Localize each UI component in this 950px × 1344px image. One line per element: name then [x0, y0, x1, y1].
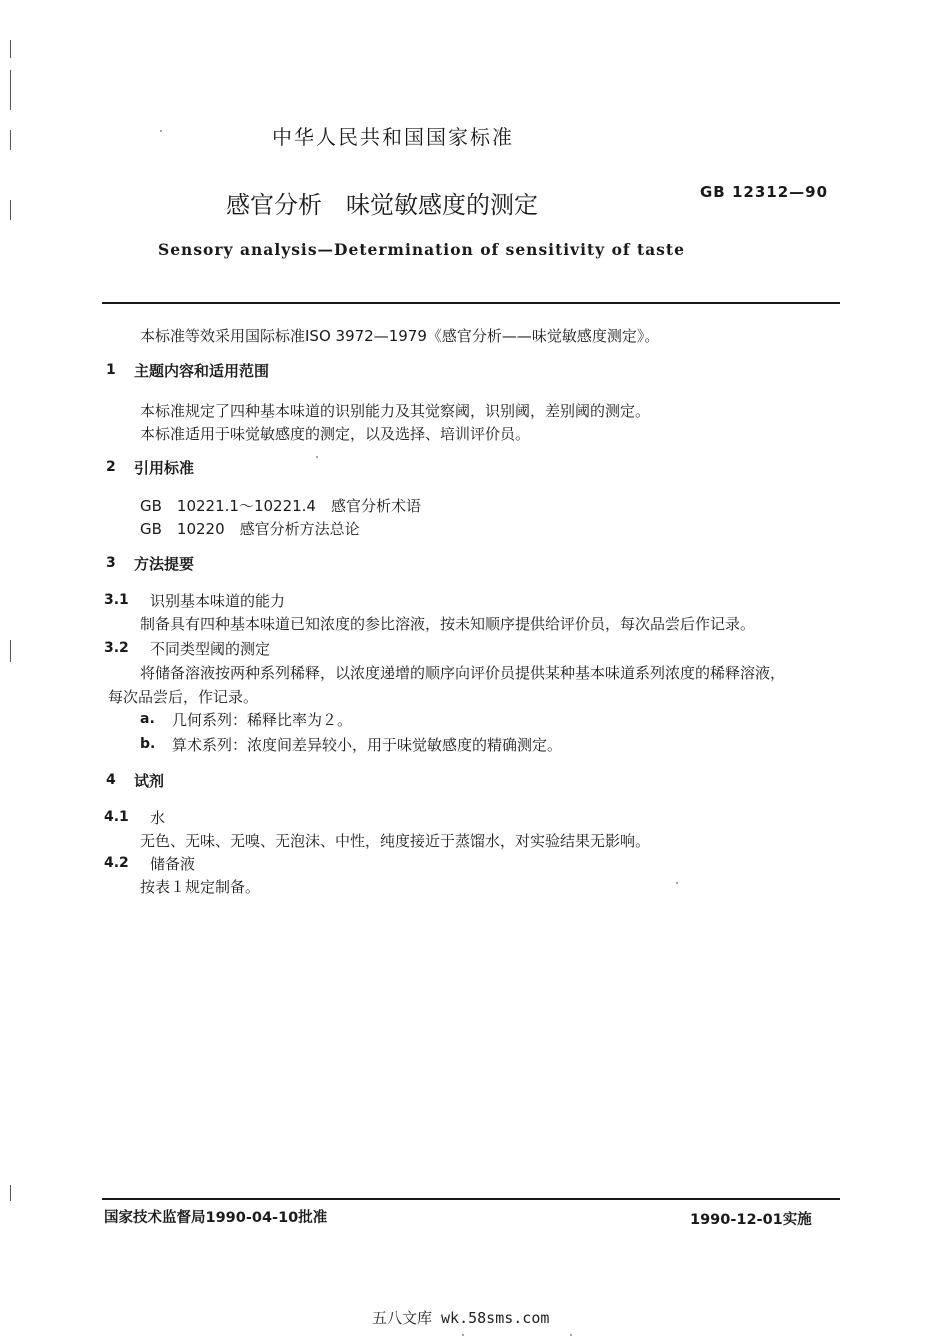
watermark: 五八文库 wk.58sms.com	[372, 1309, 550, 1327]
section-3-1-title: 识别基本味道的能力	[150, 592, 286, 610]
scan-dot	[160, 130, 162, 132]
item-a-label: a.	[140, 711, 155, 727]
footer-rule	[102, 1198, 840, 1200]
section-1-title: 主题内容和适用范围	[134, 362, 270, 380]
section-3-2-number: 3.2	[104, 640, 129, 656]
item-a-text: 几何系列：稀释比率为２。	[172, 711, 353, 729]
effective-date: 1990-12-01实施	[690, 1212, 812, 1228]
section-4-2-number: 4.2	[104, 855, 129, 871]
section-1-paragraph-1: 本标准规定了四种基本味道的识别能力及其觉察阈，识别阈，差别阈的测定。	[140, 402, 651, 420]
section-2-title: 引用标准	[134, 459, 195, 477]
scan-dot	[676, 882, 678, 884]
scan-mark	[10, 1185, 11, 1201]
scan-mark	[10, 640, 11, 662]
scan-dot	[462, 1334, 464, 1336]
section-4-1-text: 无色、无味、无嗅、无泡沫、中性，纯度接近于蒸馏水，对实验结果无影响。	[140, 832, 651, 850]
section-4-1-number: 4.1	[104, 809, 129, 825]
scan-mark	[10, 70, 11, 110]
approval-date: 国家技术监督局1990-04-10批准	[104, 1210, 328, 1226]
section-3-title: 方法提要	[134, 555, 195, 573]
scan-mark	[10, 200, 11, 220]
section-3-2-text-line-2: 每次品尝后，作记录。	[108, 688, 259, 706]
section-4-2-title: 储备液	[150, 855, 196, 873]
reference-2: GB 10220 感官分析方法总论	[140, 520, 360, 538]
section-3-2-title: 不同类型阈的测定	[150, 640, 271, 658]
item-b-label: b.	[140, 736, 156, 752]
item-b-text: 算术系列：浓度间差异较小，用于味觉敏感度的精确测定。	[172, 736, 563, 754]
english-title: Sensory analysis—Determination of sensitivity of taste	[158, 240, 685, 259]
issuing-authority: 中华人民共和国国家标准	[272, 125, 514, 149]
reference-1: GB 10221.1～10221.4 感官分析术语	[140, 497, 421, 515]
intro-paragraph: 本标准等效采用国际标准ISO 3972—1979《感官分析——味觉敏感度测定》。	[140, 327, 660, 345]
scan-mark	[10, 40, 11, 58]
section-1-number: 1	[106, 362, 116, 378]
section-3-1-text: 制备具有四种基本味道已知浓度的参比溶液，按未知顺序提供给评价员，每次品尝后作记录。	[140, 615, 756, 633]
scan-dot	[570, 1334, 572, 1336]
page-title: 感官分析 味觉敏感度的测定	[226, 191, 538, 219]
section-3-2-text-line-1: 将储备溶液按两种系列稀释，以浓度递增的顺序向评价员提供某种基本味道系列浓度的稀释溶液，	[140, 664, 786, 682]
section-3-1-number: 3.1	[104, 592, 129, 608]
scan-dot	[316, 456, 318, 458]
section-4-number: 4	[106, 772, 116, 788]
header-rule	[102, 302, 840, 304]
section-3-number: 3	[106, 555, 116, 571]
scan-mark	[10, 130, 11, 150]
section-1-paragraph-2: 本标准适用于味觉敏感度的测定，以及选择、培训评价员。	[140, 425, 531, 443]
standard-code: GB 12312—90	[700, 183, 829, 201]
section-2-number: 2	[106, 459, 116, 475]
section-4-1-title: 水	[150, 809, 166, 827]
section-4-2-text: 按表１规定制备。	[140, 878, 261, 896]
section-4-title: 试剂	[134, 772, 165, 790]
